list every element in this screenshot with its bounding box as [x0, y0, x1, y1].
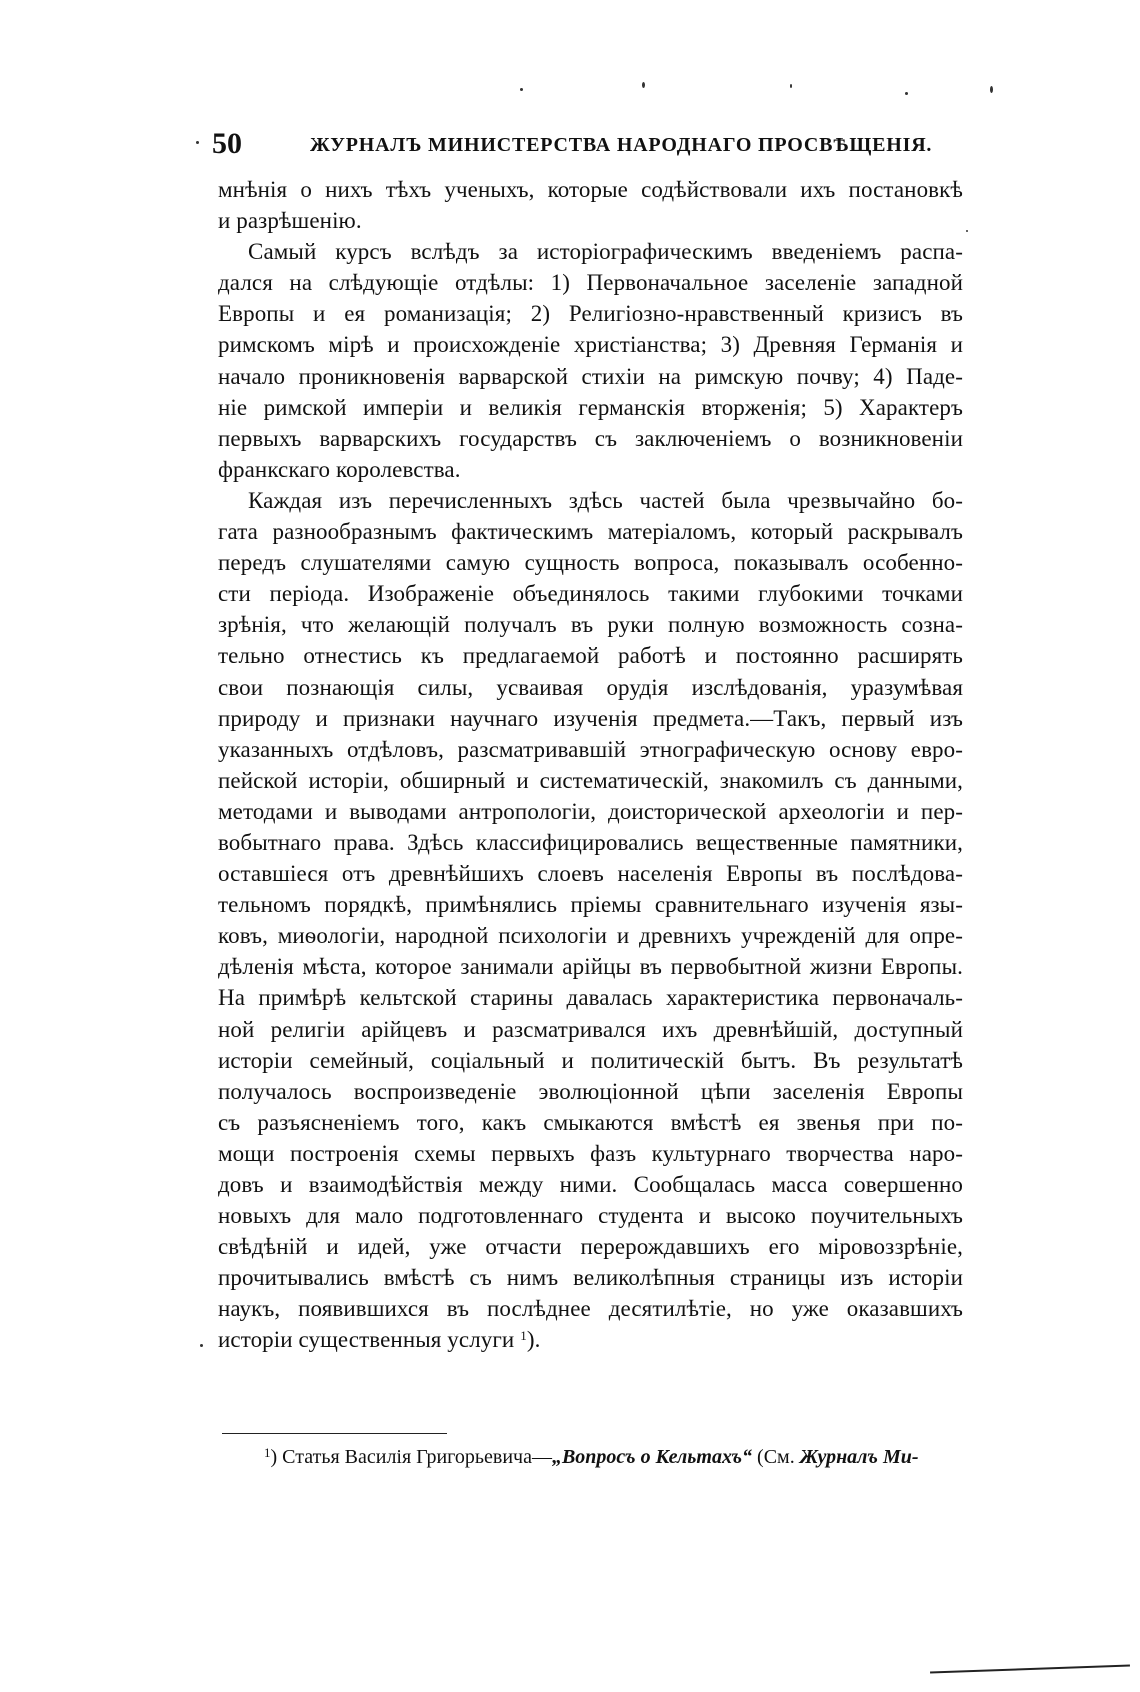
footnote-article-title: „Вопросъ о Кельтахъ“: [551, 1446, 753, 1468]
footnote-reference[interactable]: 1: [520, 1328, 527, 1344]
scan-speck: [642, 82, 645, 88]
text-line: методами и выводами антропологіи, доисторической археологіи и пер-: [218, 798, 963, 824]
scan-speck: [196, 141, 199, 144]
page-edge-line: [930, 1665, 1130, 1674]
footnote-marker: 1: [264, 1445, 271, 1460]
text-line: дался на слѣдующіе отдѣлы: 1) Первоначальное заселеніе западной: [218, 270, 963, 296]
scan-speck: [990, 86, 993, 93]
text-line: свои познающія силы, усваивая орудія изслѣдованія, уразумѣвая: [218, 674, 963, 700]
scan-speck: [905, 92, 908, 95]
text-line: ковъ, миѳологіи, народной психологіи и древнихъ учрежденій для опре-: [218, 923, 963, 949]
footnote: [264, 1442, 1004, 1472]
text-line: Каждая изъ перечисленныхъ здѣсь частей была чрезвычайно бо-: [248, 487, 963, 513]
text-line: передъ слушателями самую сущность вопроса, показывалъ особенно-: [218, 550, 963, 576]
text-line: Европы и ея романизація; 2) Религіозно-нравственный кризисъ въ: [218, 301, 963, 327]
text-line: получалось воспроизведеніе эволюціонной цѣпи заселенія Европы: [218, 1078, 963, 1104]
text-line: оставшіеся отъ древнѣйшихъ слоевъ населенія Европы въ послѣдова-: [218, 861, 963, 887]
text-line: исторіи семейный, соціальный и политическій бытъ. Въ результатѣ: [218, 1047, 963, 1073]
text-line: прочитывались вмѣстѣ съ нимъ великолѣпныя страницы изъ исторіи: [218, 1265, 963, 1291]
footnote-text-before: ) Статья Василія Григорьевича—: [270, 1446, 552, 1468]
text-line-end: ).: [526, 1327, 541, 1353]
text-line: довъ и взаимодѣйствія между ними. Сообщалась масса совершенно: [218, 1172, 963, 1197]
text-line: дѣленія мѣста, которое занимали арійцы въ первобытной жизни Европы.: [218, 954, 963, 980]
text-line: гата разнообразнымъ фактическимъ матеріаломъ, который раскрывалъ: [218, 519, 963, 545]
text-line: начало проникновенія варварской стихіи на римскую почву; 4) Паде-: [218, 363, 963, 389]
text-line: новыхъ для мало подготовленнаго студента и высоко поучительныхъ: [218, 1203, 963, 1229]
text-line: Самый курсъ вслѣдъ за исторіографическимъ введеніемъ распа-: [248, 239, 963, 265]
text-line: и разрѣшенію.: [218, 208, 362, 234]
main-text: [218, 174, 963, 1356]
text-line: ніе римской имперіи и великія германскія вторженія; 5) Характеръ: [218, 394, 963, 420]
text-line: указанныхъ отдѣловъ, разсматривавшій этнографическую основу евро-: [218, 736, 963, 762]
scan-speck: [520, 88, 523, 91]
page-number: 50: [212, 127, 242, 160]
footnote-text-after: (См.: [752, 1446, 800, 1468]
text-line: мощи построенія схемы первыхъ фазъ культурнаго творчества наро-: [218, 1140, 963, 1166]
text-line: свѣдѣній и идей, уже отчасти перерождавшихъ его міровоззрѣніе,: [218, 1234, 963, 1260]
scan-speck: [200, 1344, 203, 1347]
text-line: тельномъ порядкѣ, примѣнялись пріемы сравнительнаго изученія язы-: [218, 892, 963, 918]
text-line: римскомъ мірѣ и происхожденіе христіанства; 3) Древняя Германія и: [218, 332, 963, 358]
text-line: зрѣнія, что желающій получалъ въ руки полную возможность созна-: [218, 612, 963, 638]
scan-speck: [790, 84, 792, 88]
text-line: первыхъ варварскихъ государствъ съ заключеніемъ о возникновеніи: [218, 425, 963, 451]
footnote-journal-title: Журналъ Ми-: [799, 1446, 919, 1468]
page-header: [212, 124, 952, 164]
running-title: ЖУРНАЛЪ МИНИСТЕРСТВА НАРОДНАГО ПРОСВѢЩЕНІЯ.: [310, 134, 933, 156]
text-line: наукъ, появившихся въ послѣднее десятилѣтіе, но уже оказавшихъ: [218, 1296, 963, 1322]
text-line: пейской исторіи, обширный и систематическій, знакомилъ съ данными,: [218, 767, 963, 793]
text-line: франкскаго королевства.: [218, 456, 461, 482]
text-line: сти періода. Изображеніе объединялось такими глубокими точками: [218, 581, 963, 607]
text-line: мнѣнія о нихъ тѣхъ ученыхъ, которые содѣйствовали ихъ постановкѣ: [218, 177, 963, 202]
footnote-divider: [222, 1433, 447, 1434]
text-line: вобытнаго права. Здѣсь классифицировались вещественные памятники,: [218, 829, 963, 855]
text-line: ной религіи арійцевъ и разсматривался ихъ древнѣйшій, доступный: [218, 1016, 963, 1042]
text-line: На примѣрѣ кельтской старины давалась характеристика первоначаль-: [218, 985, 963, 1011]
text-line-content: исторіи существенныя услуги: [218, 1327, 515, 1353]
text-line-last: [218, 1324, 963, 1355]
text-line: природу и признаки научнаго изученія предмета.—Такъ, первый изъ: [218, 705, 963, 731]
text-line: съ разъясненіемъ того, какъ смыкаются вмѣстѣ ея звенья при по-: [218, 1109, 963, 1135]
scan-speck: [966, 230, 968, 232]
text-line: тельно отнестись къ предлагаемой работѣ и постоянно расширять: [218, 643, 963, 669]
